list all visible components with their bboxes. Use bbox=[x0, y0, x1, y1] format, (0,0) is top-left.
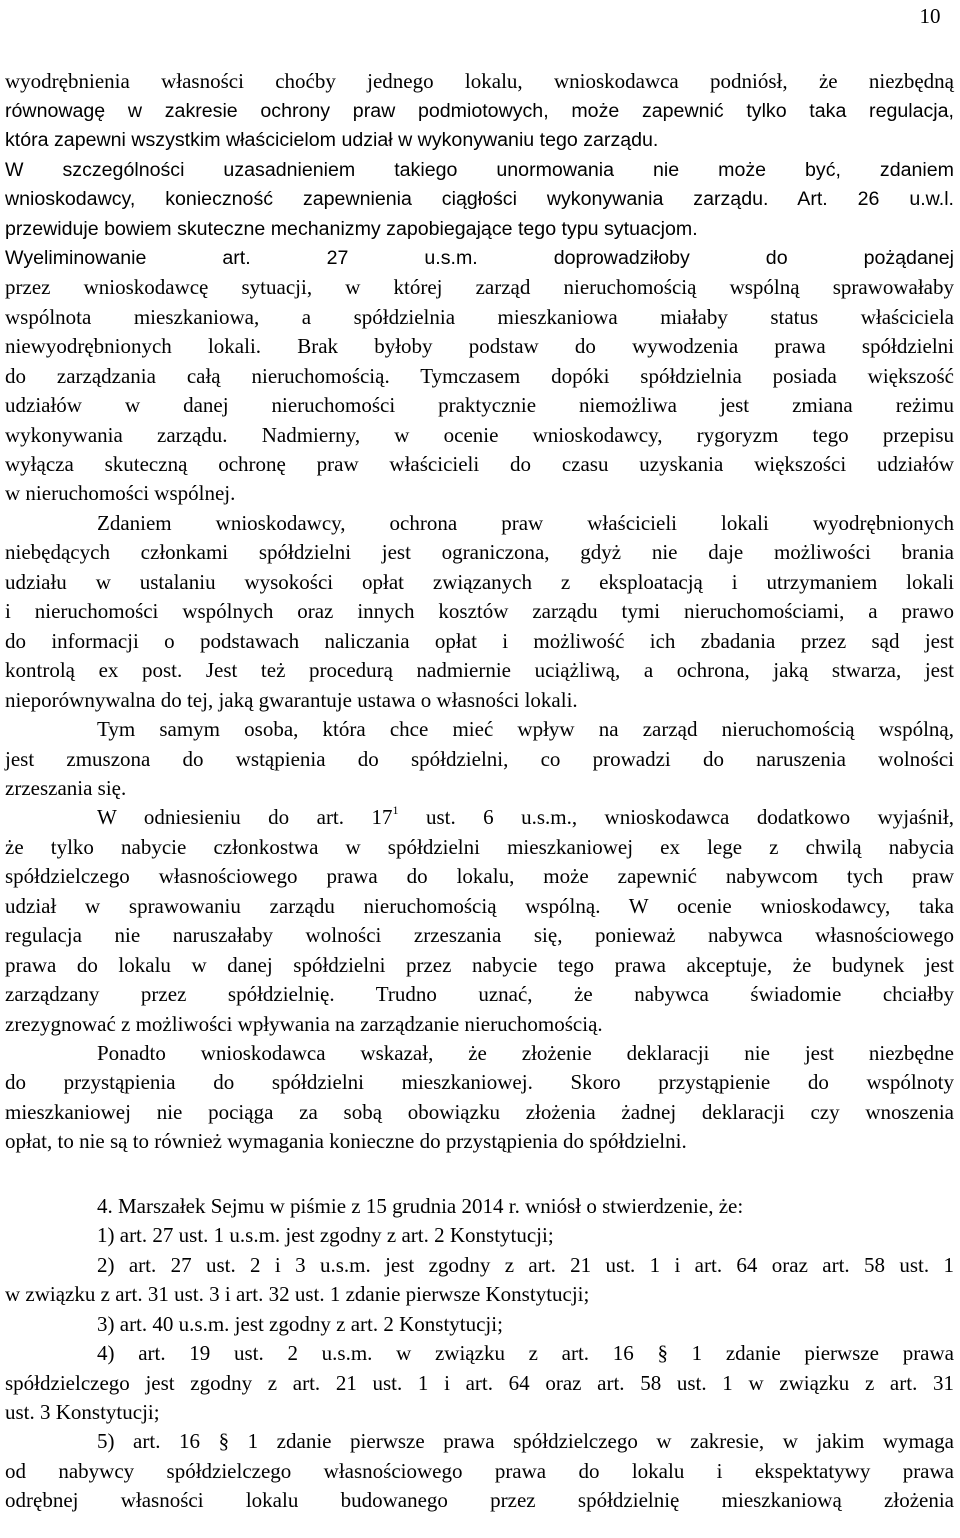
line-text: udział w sprawowaniu zarządu nieruchomością wspólną. W ocenie wnioskodawcy, taka bbox=[5, 894, 954, 918]
text-line bbox=[97, 1039, 954, 1068]
line-text: zarządzany przez spółdzielnię. Trudno uznać, że nabywca świadomie chciałby bbox=[5, 982, 954, 1006]
text-line bbox=[5, 656, 954, 685]
text-line bbox=[5, 1457, 954, 1486]
line-text: od nabywcy spółdzielczego własnościowego prawa do lokalu i ekspektatywy prawa bbox=[5, 1459, 954, 1483]
text-line bbox=[5, 1280, 954, 1309]
text-line bbox=[97, 1221, 954, 1250]
line-text: do informacji o podstawach naliczania opłat i możliwość ich zbadania przez sąd jest bbox=[5, 629, 954, 653]
text-line bbox=[5, 686, 954, 715]
line-text: spółdzielczego własnościowego prawa do lokalu, może zapewnić nabywcom tych praw bbox=[5, 864, 954, 888]
line-text: że tylko nabycie członkostwa w spółdzielni mieszkaniowej ex lege z chwilą nabycia bbox=[5, 835, 954, 859]
line-text: regulacja nie naruszałaby wolności zrzeszania się, ponieważ nabywca własnościowego bbox=[5, 923, 954, 947]
text-line bbox=[5, 568, 954, 597]
text-line bbox=[5, 1369, 954, 1398]
line-text: udziałów w danej nieruchomości praktycznie niemożliwa jest zmiana reżimu bbox=[5, 393, 954, 417]
text-line bbox=[5, 980, 954, 1009]
line-text: 3) art. 40 u.s.m. jest zgodny z art. 2 Konstytucji; bbox=[97, 1312, 503, 1336]
text-line bbox=[5, 1486, 954, 1515]
line-text: Ponadto wnioskodawca wskazał, że złożenie deklaracji nie jest niezbędne bbox=[97, 1041, 954, 1065]
text-line bbox=[5, 332, 954, 361]
text-line bbox=[5, 156, 954, 185]
text-line bbox=[5, 892, 954, 921]
text-line bbox=[5, 833, 954, 862]
text-line bbox=[5, 627, 954, 656]
line-text: zrzeszania się. bbox=[5, 776, 127, 800]
line-text: Tym samym osoba, która chce mieć wpływ na zarząd nieruchomością wspólną, bbox=[97, 717, 954, 741]
text-line bbox=[97, 803, 954, 832]
text-line bbox=[5, 421, 954, 450]
text-line bbox=[5, 951, 954, 980]
line-text: prawa do lokalu w danej spółdzielni przez nabycie tego prawa akceptuje, że budynek jest bbox=[5, 953, 954, 977]
line-text: W szczególności uzasadnieniem takiego unormowania nie może być, zdaniem bbox=[5, 159, 954, 181]
text-line bbox=[5, 303, 954, 332]
line-text: wykonywania zarządu. Nadmierny, w ocenie wnioskodawcy, rygoryzm tego przepisu bbox=[5, 423, 954, 447]
line-text: wnioskodawcy, konieczność zapewnienia ciągłości wykonywania zarządu. Art. 26 u.w.l. bbox=[5, 188, 954, 210]
text-line bbox=[5, 1010, 954, 1039]
line-text-continued: ust. 6 u.s.m., wnioskodawca dodatkowo wyjaśnił, bbox=[398, 805, 954, 829]
superscript: 1 bbox=[392, 803, 399, 817]
text-line bbox=[97, 1251, 954, 1280]
text-line bbox=[97, 1310, 954, 1339]
text-line bbox=[5, 67, 954, 96]
line-text: Zdaniem wnioskodawcy, ochrona praw właścicieli lokali wyodrębnionych bbox=[97, 511, 954, 535]
line-text: 4. Marszałek Sejmu w piśmie z 15 grudnia 2014 r. wniósł o stwierdzenie, że: bbox=[97, 1194, 744, 1218]
text-line bbox=[5, 391, 954, 420]
line-text: przewiduje bowiem skuteczne mechanizmy zapobiegające tego typu sytuacjom. bbox=[5, 218, 698, 240]
line-text: przez wnioskodawcę sytuacji, w której zarząd nieruchomością wspólną sprawowałaby bbox=[5, 275, 954, 299]
text-line bbox=[5, 862, 954, 891]
line-text: 2) art. 27 ust. 2 i 3 u.s.m. jest zgodny z art. 21 ust. 1 i art. 64 oraz art. 58 ust. 1 bbox=[97, 1253, 954, 1277]
text-line bbox=[5, 597, 954, 626]
line-text: 1) art. 27 ust. 1 u.s.m. jest zgodny z art. 2 Konstytucji; bbox=[97, 1223, 554, 1247]
line-text: opłat, to nie są to również wymagania konieczne do przystąpienia do spółdzielni. bbox=[5, 1129, 687, 1153]
text-line bbox=[5, 479, 954, 508]
text-line bbox=[5, 450, 954, 479]
text-line bbox=[97, 715, 954, 744]
text-line bbox=[5, 1398, 954, 1427]
line-text: równowagę w zakresie ochrony praw podmiotowych, może zapewnić tylko taka regulacja, bbox=[5, 100, 954, 122]
text-line bbox=[5, 126, 954, 155]
text-line bbox=[97, 1339, 954, 1368]
text-line bbox=[97, 509, 954, 538]
line-text: wyodrębnienia własności choćby jednego lokalu, wnioskodawca podniósł, że niezbędną bbox=[5, 69, 954, 93]
text-line bbox=[97, 1427, 954, 1456]
page-number: 10 bbox=[919, 4, 941, 28]
line-text: do zarządzania całą nieruchomością. Tymczasem dopóki spółdzielnia posiada większość bbox=[5, 364, 954, 388]
line-text: odrębnej własności lokalu budowanego przez spółdzielnię mieszkaniową złożenia bbox=[5, 1488, 954, 1512]
line-text: wspólnota mieszkaniowa, a spółdzielnia mieszkaniowa miałaby status właściciela bbox=[5, 305, 954, 329]
text-line bbox=[5, 97, 954, 126]
text-line bbox=[5, 362, 954, 391]
line-text: zrezygnować z możliwości wpływania na zarządzanie nieruchomością. bbox=[5, 1012, 603, 1036]
text-line bbox=[5, 745, 954, 774]
text-line bbox=[5, 273, 954, 302]
text-line bbox=[5, 185, 954, 214]
text-line bbox=[5, 1068, 954, 1097]
line-text: w nieruchomości wspólnej. bbox=[5, 481, 236, 505]
line-text: która zapewni wszystkim właścicielom udział w wykonywaniu tego zarządu. bbox=[5, 129, 659, 151]
line-text: kontrolą ex post. Jest też procedurą nadmiernie uciążliwą, a ochrona, jaką stwarza, jest bbox=[5, 658, 954, 682]
line-text: udziału w ustalaniu wysokości opłat związanych z eksploatacją i utrzymaniem lokali bbox=[5, 570, 954, 594]
line-text: spółdzielczego jest zgodny z art. 21 ust. 1 i art. 64 oraz art. 58 ust. 1 w związku z art. 31 bbox=[5, 1371, 954, 1395]
line-text: wyłącza skuteczną ochronę praw właścicieli do czasu uzyskania większości udziałów bbox=[5, 452, 954, 476]
text-line bbox=[5, 538, 954, 567]
line-text: W odniesieniu do art. 17 bbox=[97, 805, 393, 829]
line-text: i nieruchomości wspólnych oraz innych kosztów zarządu tymi nieruchomościami, a prawo bbox=[5, 599, 954, 623]
line-text: w związku z art. 31 ust. 3 i art. 32 ust. 1 zdanie pierwsze Konstytucji; bbox=[5, 1282, 590, 1306]
text-line bbox=[5, 244, 954, 273]
text-line bbox=[5, 1098, 954, 1127]
line-text: 4) art. 19 ust. 2 u.s.m. w związku z art. 16 § 1 zdanie pierwsze prawa bbox=[97, 1341, 954, 1365]
line-text: nieporównywalna do tej, jaką gwarantuje ustawa o własności lokali. bbox=[5, 688, 578, 712]
text-line bbox=[5, 774, 954, 803]
text-line bbox=[5, 1127, 954, 1156]
line-text: mieszkaniowej nie pociąga za sobą obowiązku złożenia żadnej deklaracji czy wnoszenia bbox=[5, 1100, 954, 1124]
line-text: niewyodrębnionych lokali. Brak byłoby podstaw do wywodzenia prawa spółdzielni bbox=[5, 334, 954, 358]
text-line bbox=[5, 215, 954, 244]
line-text: ust. 3 Konstytucji; bbox=[5, 1400, 160, 1424]
line-text: do przystąpienia do spółdzielni mieszkaniowej. Skoro przystąpienie do wspólnoty bbox=[5, 1070, 954, 1094]
line-text: Wyeliminowanie art. 27 u.s.m. doprowadziłoby do pożądanej bbox=[5, 247, 954, 269]
text-line bbox=[5, 921, 954, 950]
line-text: jest zmuszona do wstąpienia do spółdzielni, co prowadzi do naruszenia wolności bbox=[5, 747, 954, 771]
line-text: 5) art. 16 § 1 zdanie pierwsze prawa spółdzielczego w zakresie, w jakim wymaga bbox=[97, 1429, 954, 1453]
line-text: niebędących członkami spółdzielni jest ograniczona, gdyż nie daje możliwości brania bbox=[5, 540, 954, 564]
text-line bbox=[97, 1192, 954, 1221]
